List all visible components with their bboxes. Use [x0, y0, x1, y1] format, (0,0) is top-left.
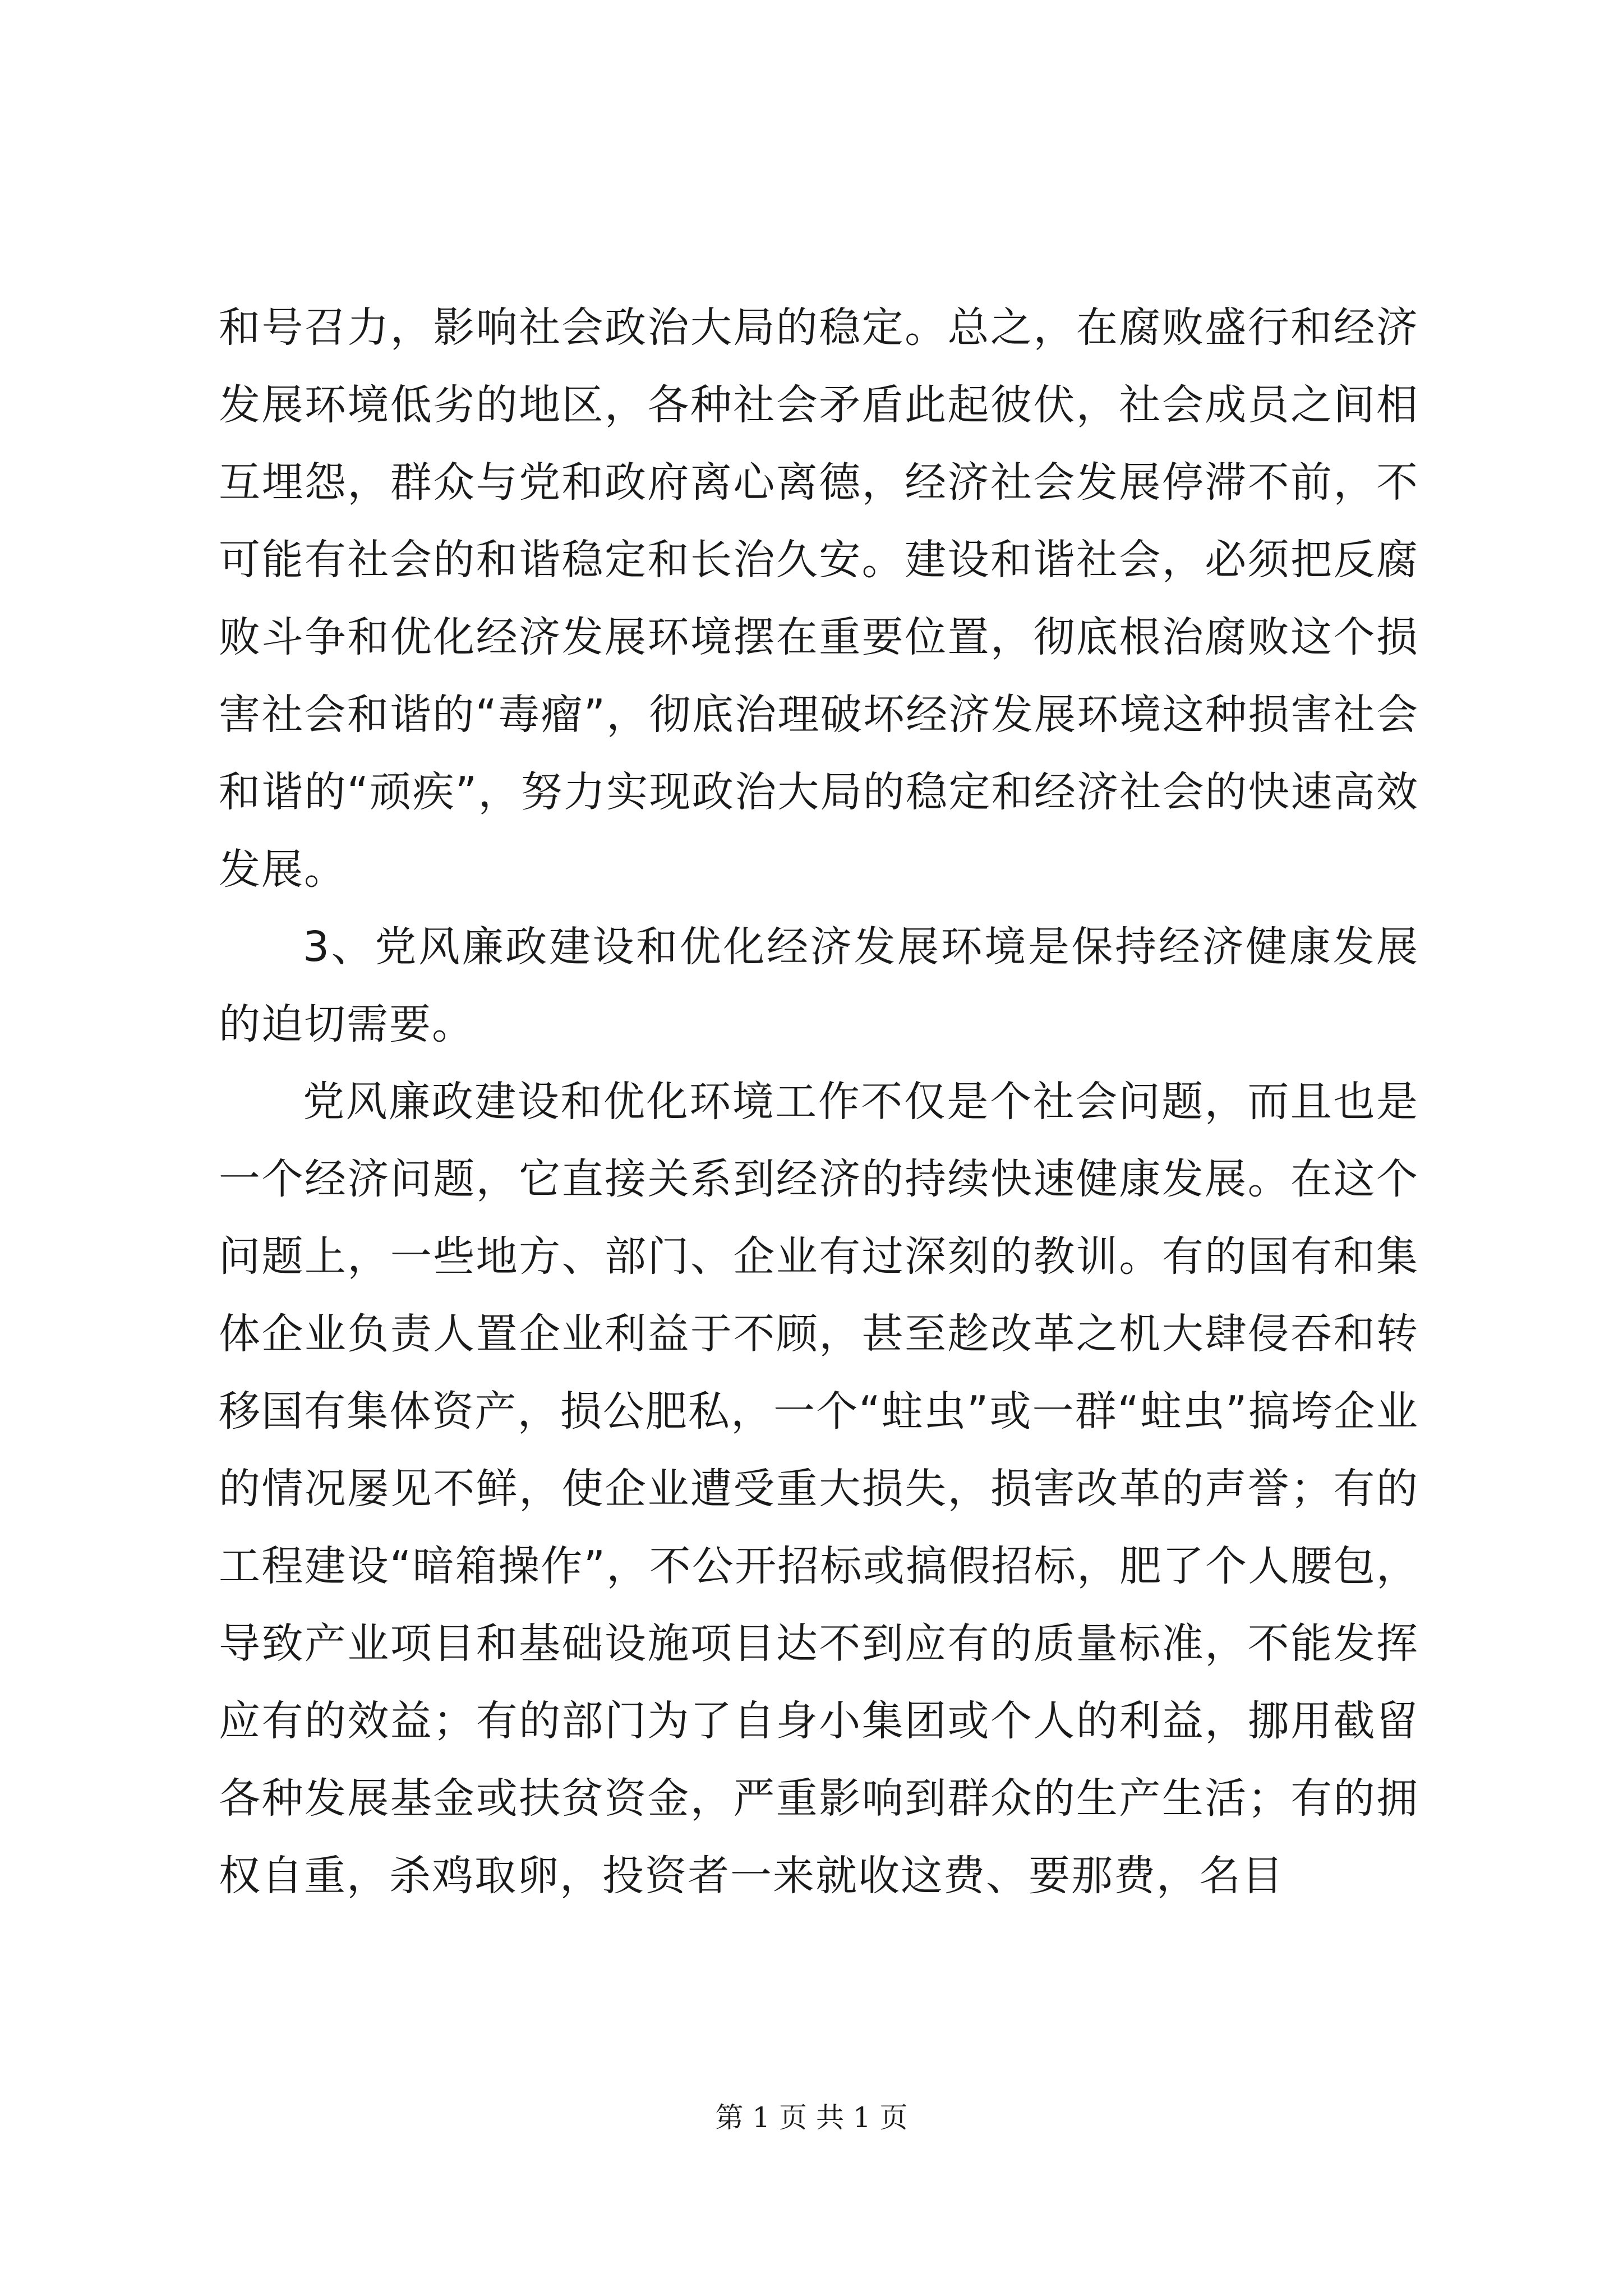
page-number-label: 第 1 页 共 1 页: [715, 2101, 908, 2134]
paragraph-1: 和号召力，影响社会政治大局的稳定。总之，在腐败盛行和经济发展环境低劣的地区，各种社会矛盾此起彼伏，社会成员之间相互埋怨，群众与党和政府离心离德，经济社会发展停滞不前，不可能有社会的和谐稳定和长治久安。建设和谐社会，必须把反腐败斗争和优化经济发展环境摆在重要位置，彻底根治腐败这个损害社会和谐的“毒瘤”，彻底治理破坏经济发展环境这种损害社会和谐的“顽疾”，努力实现政治大局的稳定和经济社会的快速高效发展。: [219, 303, 1419, 894]
paragraph-2-heading: 3、党风廉政建设和优化经济发展环境是保持经济健康发展的迫切需要。: [219, 923, 1419, 1048]
paragraph-3: 党风廉政建设和优化环境工作不仅是个社会问题，而且也是一个经济问题，它直接关系到经济的持续快速健康发展。在这个问题上，一些地方、部门、企业有过深刻的教训。有的国有和集体企业负责人置企业利益于不顾，甚至趁改革之机大肆侵吞和转移国有集体资产，损公肥私，一个“蛀虫”或一群“蛀虫”搞垮企业的情况屡见不鲜，使企业遭受重大损失，损害改革的声誉；有的工程建设“暗箱操作”，不公开招标或搞假招标，肥了个人腰包，导致产业项目和基础设施项目达不到应有的质量标准，不能发挥应有的效益；有的部门为了自身小集团或个人的利益，挪用截留各种发展基金或扶贫资金，严重影响到群众的生产生活；有的拥权自重，杀鸡取卵，投资者一来就收这费、要那费，名目: [219, 1078, 1419, 1900]
page-footer: [0, 2098, 1623, 2137]
document-body: [219, 289, 1419, 1915]
